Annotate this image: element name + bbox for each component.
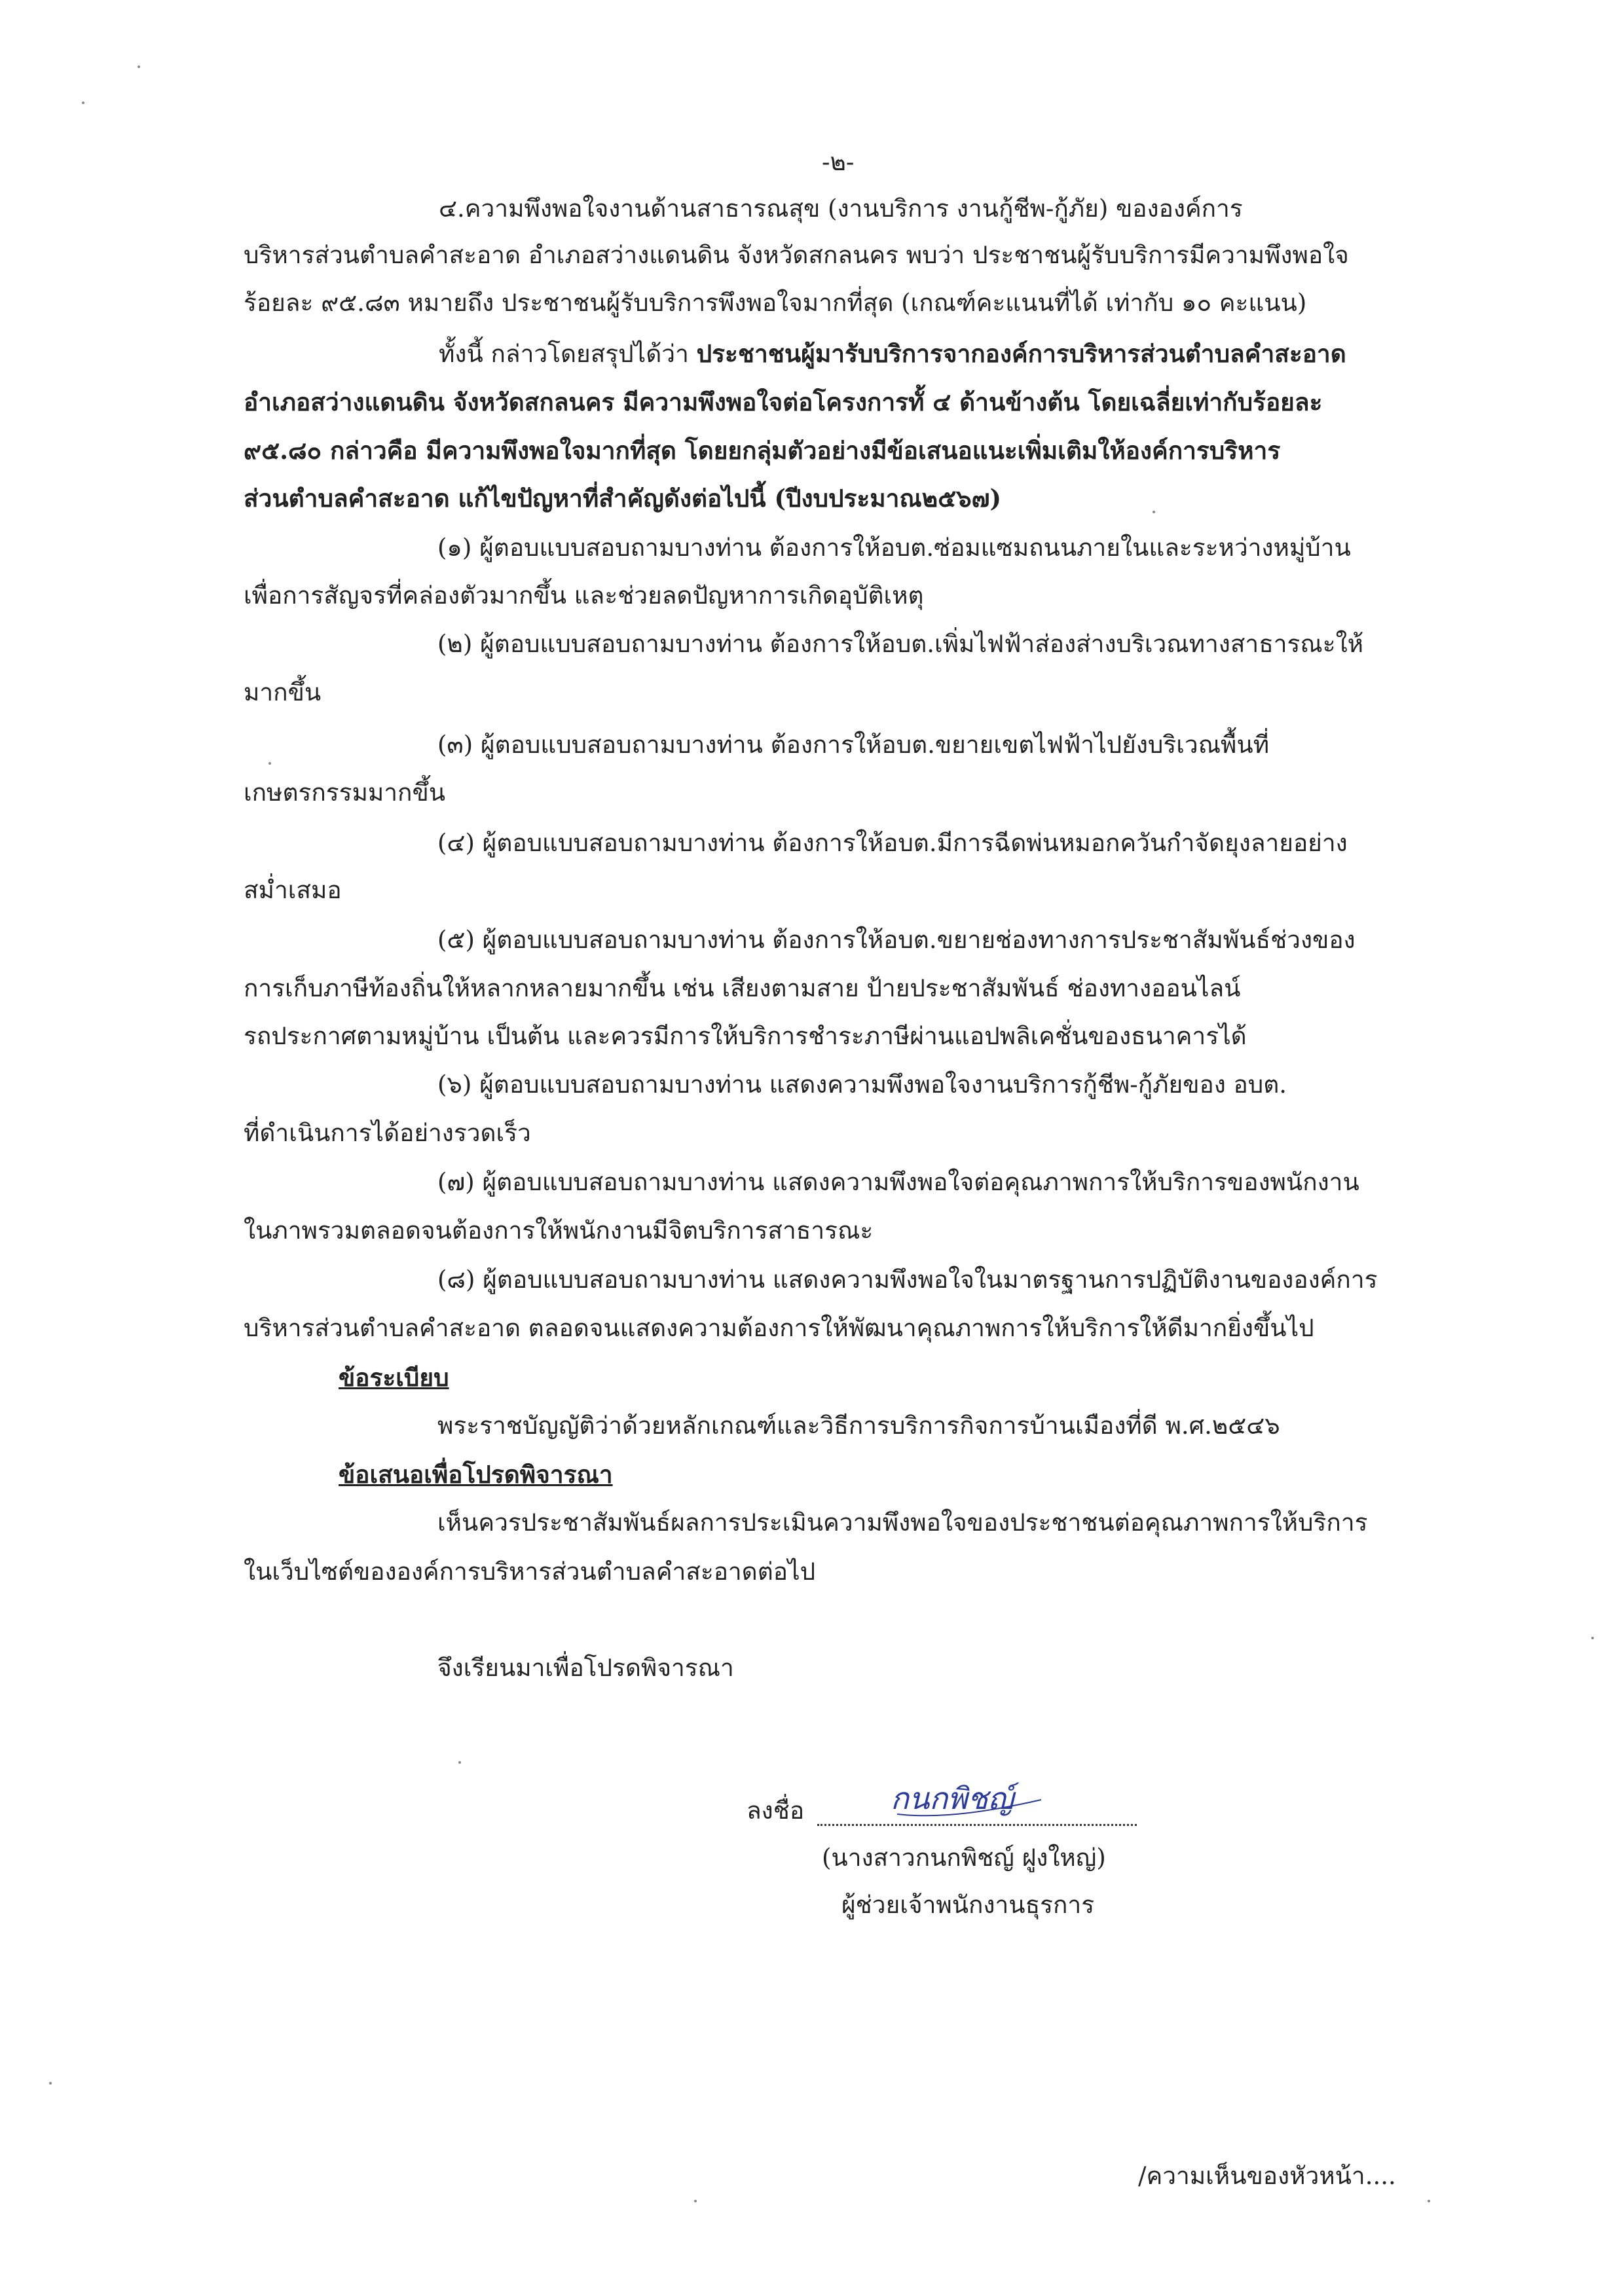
scan-speck: [694, 2200, 697, 2202]
scan-speck: [458, 1761, 461, 1764]
item-8-line-1: (๘) ผู้ตอบแบบสอบถามบางท่าน แสดงความพึงพอใจในมาตรฐานการปฏิบัติงานขององค์การ: [437, 1266, 1378, 1294]
proposal-heading: ข้อเสนอเพื่อโปรดพิจารณา: [339, 1460, 613, 1489]
summary-line-1: [439, 337, 1346, 371]
page-number: -๒-: [822, 148, 855, 176]
item-2-line-1: (๒) ผู้ตอบแบบสอบถามบางท่าน ต้องการให้อบต.เพิ่มไฟฟ้าส่องส่างบริเวณทางสาธารณะให้: [437, 630, 1364, 658]
item-1-line-1: (๑) ผู้ตอบแบบสอบถามบางท่าน ต้องการให้อบต.ซ่อมแซมถนนภายในและระหว่างหมู่บ้าน: [437, 534, 1351, 562]
item-7-line-1: (๗) ผู้ตอบแบบสอบถามบางท่าน แสดงความพึงพอใจต่อคุณภาพการให้บริการของพนักงาน: [437, 1168, 1359, 1196]
closing-text: จึงเรียนมาเพื่อโปรดพิจารณา: [437, 1654, 734, 1682]
scan-speck: [49, 2082, 52, 2085]
signature-label: ลงชื่อ: [747, 1796, 805, 1825]
scan-speck: [82, 101, 84, 104]
summary-line-4: ส่วนตำบลคำสะอาด แก้ไขปัญหาที่สำคัญดังต่อไปนี้ (ปีงบประมาณ๒๕๖๗): [244, 484, 1001, 513]
continuation-note: /ความเห็นของหัวหน้า....: [1138, 2162, 1396, 2190]
signer-position: ผู้ช่วยเจ้าพนักงานธุรการ: [841, 1891, 1095, 1919]
scan-speck: [1428, 2200, 1430, 2202]
signature-mark: [884, 1771, 1054, 1823]
proposal-line-1: เห็นควรประชาสัมพันธ์ผลการประเมินความพึงพอใจของประชาชนต่อคุณภาพการให้บริการ: [437, 1508, 1368, 1537]
signature-line: [817, 1824, 1137, 1826]
scan-speck: [1591, 1637, 1594, 1639]
item-4-line-1: (๔) ผู้ตอบแบบสอบถามบางท่าน ต้องการให้อบต.มีการฉีดพ่นหมอกควันกำจัดยุงลายอย่าง: [437, 829, 1348, 857]
item-3-line-2: เกษตรกรรมมากขึ้น: [244, 778, 446, 807]
summary-intro: ทั้งนี้ กล่าวโดยสรุปได้ว่า: [439, 340, 689, 368]
item-5-line-2: การเก็บภาษีท้องถิ่นให้หลากหลายมากขึ้น เช่น เสียงตามสาย ป้ายประชาสัมพันธ์ ช่องทางออนไลน์: [244, 974, 1241, 1002]
item-3-line-1: (๓) ผู้ตอบแบบสอบถามบางท่าน ต้องการให้อบต.ขยายเขตไฟฟ้าไปยังบริเวณพื้นที่: [437, 731, 1270, 759]
item-6-line-2: ที่ดำเนินการได้อย่างรวดเร็ว: [244, 1119, 531, 1147]
scan-speck: [268, 762, 271, 765]
paragraph-1-line-2: บริหารส่วนตำบลคำสะอาด อำเภอสว่างแดนดิน จังหวัดสกลนคร พบว่า ประชาชนผู้รับบริการมีความพึงพอใจ: [244, 241, 1349, 269]
item-7-line-2: ในภาพรวมตลอดจนต้องการให้พนักงานมีจิตบริการสาธารณะ: [244, 1216, 874, 1245]
signature-text: กนกพิชญ์: [891, 1781, 1014, 1816]
summary-line-2: อำเภอสว่างแดนดิน จังหวัดสกลนคร มีความพึงพอใจต่อโครงการทั้ ๔ ด้านข้างต้น โดยเฉลี่ยเท่ากับร้อยละ: [244, 388, 1323, 416]
item-2-line-2: มากขึ้น: [244, 678, 322, 706]
regulation-heading: ข้อระเบียบ: [339, 1363, 449, 1392]
item-6-line-1: (๖) ผู้ตอบแบบสอบถามบางท่าน แสดงความพึงพอใจงานบริการกู้ชีพ-กู้ภัยของ อบต.: [437, 1070, 1287, 1099]
summary-emphasis: ประชาชนผู้มารับบริการจากองค์การบริหารส่วนตำบลคำสะอาด: [696, 339, 1346, 368]
paragraph-1-line-3: ร้อยละ ๙๕.๘๓ หมายถึง ประชาชนผู้รับบริการพึงพอใจมากที่สุด (เกณฑ์คะแนนที่ได้ เท่ากับ ๑๐ คะแนน): [244, 289, 1307, 317]
scan-speck: [138, 65, 140, 68]
summary-line-3: ๙๕.๘๐ กล่าวคือ มีความพึงพอใจมากที่สุด โดยยกลุ่มตัวอย่างมีข้อเสนอแนะเพิ่มเติมให้องค์การบริหาร: [244, 436, 1281, 465]
proposal-line-2: ในเว็บไซต์ขององค์การบริหารส่วนตำบลคำสะอาดต่อไป: [244, 1558, 816, 1586]
item-5-line-1: (๕) ผู้ตอบแบบสอบถามบางท่าน ต้องการให้อบต.ขยายช่องทางการประชาสัมพันธ์ช่วงของ: [437, 926, 1356, 954]
item-8-line-2: บริหารส่วนตำบลคำสะอาด ตลอดจนแสดงความต้องการให้พัฒนาคุณภาพการให้บริการให้ดีมากยิ่งขึ้นไป: [244, 1314, 1314, 1342]
paragraph-1-line-1: ๔.ความพึงพอใจงานด้านสาธารณสุข (งานบริการ งานกู้ชีพ-กู้ภัย) ขององค์การ: [439, 194, 1243, 223]
item-5-line-3: รถประกาศตามหมู่บ้าน เป็นต้น และควรมีการให้บริการชำระภาษีผ่านแอปพลิเคชั่นของธนาคารได้: [244, 1022, 1247, 1050]
regulation-text: พระราชบัญญัติว่าด้วยหลักเกณฑ์และวิธีการบริการกิจการบ้านเมืองที่ดี พ.ศ.๒๕๔๖: [437, 1412, 1280, 1440]
item-1-line-2: เพื่อการสัญจรที่คล่องตัวมากขึ้น และช่วยลดปัญหาการเกิดอุบัติเหตุ: [244, 581, 924, 610]
signer-name: (นางสาวกนกพิชญ์ ฝูงใหญ่): [822, 1844, 1106, 1872]
item-4-line-2: สม่ำเสมอ: [244, 876, 342, 904]
scan-speck: [1153, 511, 1155, 513]
